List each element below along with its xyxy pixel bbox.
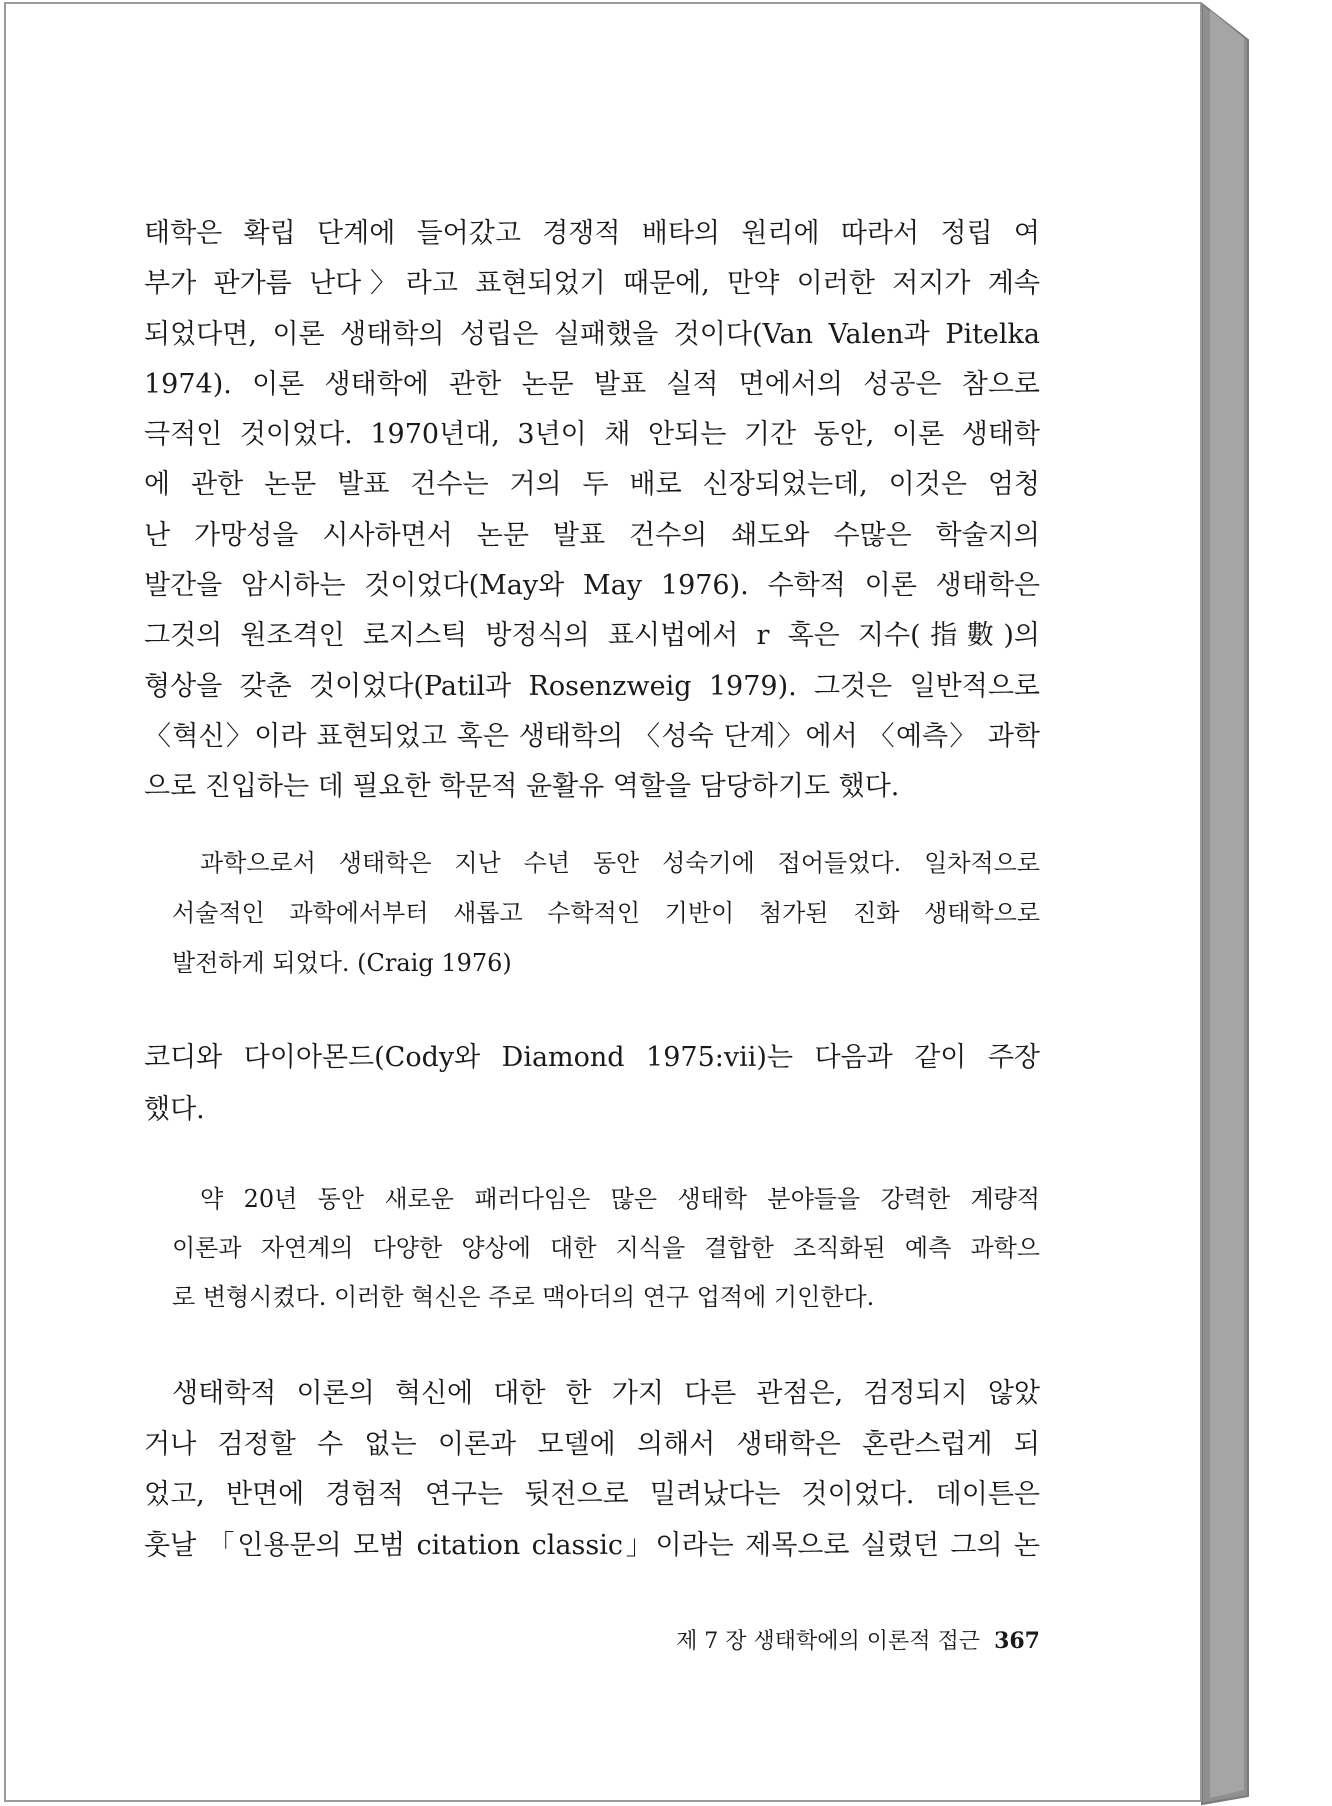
page-number: 367 [994, 1628, 1040, 1654]
block-quote-2 [172, 1175, 1040, 1322]
text-line: 었고, 반면에 경험적 연구는 뒷전으로 밀려났다는 것이었다. 데이튼은 [144, 1479, 1040, 1511]
text-line: 거나 검정할 수 없는 이론과 모델에 의해서 생태학은 혼란스럽게 되 [144, 1428, 1040, 1460]
quote-line: 로 변형시켰다. 이러한 혁신은 주로 맥아더의 연구 업적에 기인한다. [172, 1283, 875, 1311]
text-line: 1974). 이론 생태학에 관한 논문 발표 실적 면에서의 성공은 참으로 [144, 368, 1040, 400]
body-paragraph-3 [144, 1369, 1040, 1572]
quote-line: 약 20년 동안 새로운 패러다임은 많은 생태학 분야들을 강력한 계량적 [200, 1185, 1040, 1213]
chapter-title: 제 7 장 생태학에의 이론적 접근 [676, 1629, 981, 1654]
text-line: 〈혁신〉이라 표현되었고 혹은 생태학의 〈성숙 단계〉에서 〈예측〉 과학 [144, 720, 1040, 752]
text-line: 에 관한 논문 발표 건수는 거의 두 배로 신장되었는데, 이것은 엄청 [144, 469, 1040, 501]
text-line: 생태학적 이론의 혁신에 대한 한 가지 다른 관점은, 검정되지 않았 [172, 1378, 1040, 1409]
body-paragraph-1 [144, 209, 1040, 813]
text-line: 극적인 것이었다. 1970년대, 3년이 채 안되는 기간 동안, 이론 생태학 [144, 419, 1040, 451]
text-line: 코디와 다이아몬드(Cody와 Diamond 1975:vii)는 다음과 같이 주장 [144, 1042, 1040, 1073]
text-line: 부가 판가름 난다〉라고 표현되었기 때문에, 만약 이러한 저지가 계속 [144, 268, 1040, 300]
quote-line: 발전하게 되었다. (Craig 1976) [172, 949, 512, 977]
quote-line: 서술적인 과학에서부터 새롭고 수학적인 기반이 첨가된 진화 생태학으로 [172, 899, 1040, 927]
text-line: 난 가망성을 시사하면서 논문 발표 건수의 쇄도와 수많은 학술지의 [144, 519, 1040, 551]
quote-line: 이론과 자연계의 다양한 양상에 대한 지식을 결합한 조직화된 예측 과학으 [172, 1234, 1040, 1262]
quote-line: 과학으로서 생태학은 지난 수년 동안 성숙기에 접어들었다. 일차적으로 [200, 849, 1040, 877]
text-line: 형상을 갖춘 것이었다(Patil과 Rosenzweig 1979). 그것은 일반적으로 [144, 670, 1040, 702]
text-line: 되었다면, 이론 생태학의 성립은 실패했을 것이다(Van Valen과 Pitelka [144, 318, 1040, 350]
text-line: 태학은 확립 단계에 들어갔고 경쟁적 배타의 원리에 따라서 정립 여 [144, 218, 1040, 249]
text-line: 으로 진입하는 데 필요한 학문적 윤활유 역할을 담당하기도 했다. [144, 771, 900, 803]
text-line: 훗날 「인용문의 모범 citation classic」이라는 제목으로 실렸던 그의 논 [144, 1530, 1040, 1562]
body-paragraph-2 [144, 1032, 1040, 1136]
running-footer [600, 1624, 1040, 1655]
text-line: 했다. [144, 1094, 205, 1125]
text-line: 발간을 암시하는 것이었다(May와 May 1976). 수학적 이론 생태학은 [144, 570, 1040, 602]
block-quote-1 [172, 838, 1040, 988]
text-line: 그것의 원조격인 로지스틱 방정식의 표시법에서 r 혹은 지수(指數)의 [144, 620, 1040, 652]
